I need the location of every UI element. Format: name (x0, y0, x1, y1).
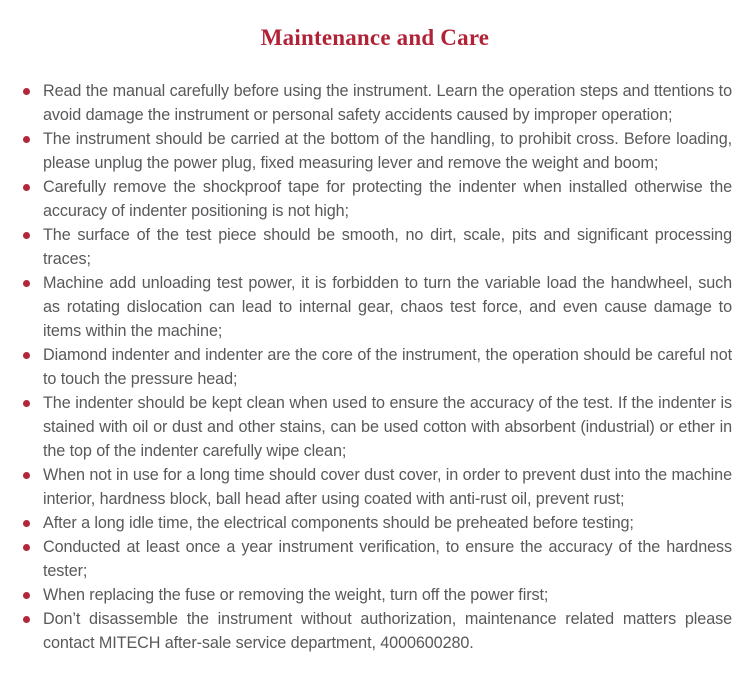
list-item-text: When replacing the fuse or removing the weight, turn off the power first; (43, 586, 549, 604)
list-item (22, 511, 732, 535)
list-item (22, 391, 732, 463)
bullet-dot-icon (23, 400, 30, 407)
bullet-dot-icon (23, 352, 30, 359)
list-item-text: Read the manual carefully before using the instrument. Learn the operation steps and ttentions to avoid damage the instrument or personal safety accidents caused by improper operation; (43, 82, 732, 124)
page-title: Maintenance and Care (260, 25, 490, 50)
bullet-dot-icon (23, 592, 30, 599)
list-item-text: Carefully remove the shockproof tape for protecting the indenter when installed otherwise the accuracy of indenter positioning is not high; (43, 178, 732, 220)
bullet-dot-icon (23, 280, 30, 287)
list-item-text: Conducted at least once a year instrument verification, to ensure the accuracy of the hardness tester; (43, 538, 732, 580)
list-item (22, 607, 732, 655)
bullet-dot-icon (23, 616, 30, 623)
list-item-text: The surface of the test piece should be smooth, no dirt, scale, pits and significant processing traces; (43, 226, 732, 268)
list-item (22, 343, 732, 391)
list-item-text: The indenter should be kept clean when used to ensure the accuracy of the test. If the indenter is stained with oil or dust and other stains, can be used cotton with absorbent (industrial) or ether in the top of the indenter carefully wipe clean; (43, 394, 732, 460)
list-item (22, 127, 732, 175)
bullet-dot-icon (23, 232, 30, 239)
list-item-text: When not in use for a long time should cover dust cover, in order to prevent dust into the machine interior, hardness block, ball head after using coated with anti-rust oil, prevent rust; (43, 466, 732, 508)
list-item (22, 271, 732, 343)
bullet-dot-icon (23, 472, 30, 479)
bullet-dot-icon (23, 184, 30, 191)
maintenance-list (0, 79, 750, 655)
list-item-text: Diamond indenter and indenter are the core of the instrument, the operation should be careful not to touch the pressure head; (43, 346, 732, 388)
list-item-text: The instrument should be carried at the bottom of the handling, to prohibit cross. Before loading, please unplug the power plug, fixed measuring lever and remove the weight and boom; (43, 130, 732, 172)
bullet-dot-icon (23, 136, 30, 143)
bullet-dot-icon (23, 520, 30, 527)
list-item (22, 79, 732, 127)
list-item (22, 223, 732, 271)
bullet-dot-icon (23, 88, 30, 95)
list-item-text: After a long idle time, the electrical components should be preheated before testing; (43, 514, 634, 532)
list-item (22, 463, 732, 511)
bullet-dot-icon (23, 544, 30, 551)
list-item (22, 535, 732, 583)
list-item-text: Machine add unloading test power, it is forbidden to turn the variable load the handwheel, such as rotating dislocation can lead to internal gear, chaos test force, and even cause damage to items within the machine; (43, 274, 732, 340)
list-item (22, 175, 732, 223)
list-item (22, 583, 732, 607)
list-item-text: Don’t disassemble the instrument without authorization, maintenance related matters please contact MITECH after-sale service department, 4000600280. (43, 610, 732, 652)
